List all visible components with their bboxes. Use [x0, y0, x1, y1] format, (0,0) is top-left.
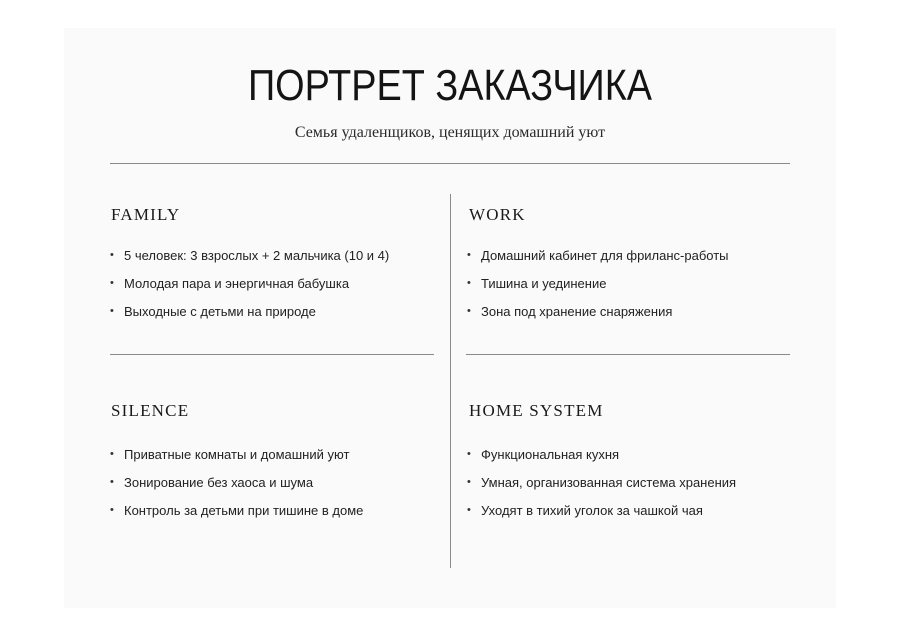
bullet-icon: • — [467, 277, 471, 289]
list-item: • Приватные комнаты и домашний уют — [110, 447, 350, 462]
list-item: • Зонирование без хаоса и шума — [110, 475, 314, 490]
list-item: • Уходят в тихий уголок за чашкой чая — [467, 503, 703, 518]
list-item: • Тишина и уединение — [467, 276, 607, 291]
list-item: • Функциональная кухня — [467, 447, 620, 462]
bullet-icon: • — [110, 476, 114, 488]
bullet-icon: • — [467, 305, 471, 317]
bullet-icon: • — [467, 448, 471, 460]
bullet-icon: • — [110, 504, 114, 516]
list-item: • 5 человек: 3 взрослых + 2 мальчика (10 и 4) — [110, 248, 390, 263]
page-subtitle: Семья удаленщиков, ценящих домашний уют — [294, 124, 606, 141]
right-row-divider — [466, 354, 790, 355]
page-title: ПОРТРЕТ ЗАКАЗЧИКА — [247, 61, 653, 110]
list-item: • Молодая пара и энергичная бабушка — [110, 276, 350, 291]
list-item: • Домашний кабинет для фриланс-работы — [467, 248, 729, 263]
bullet-icon: • — [110, 277, 114, 289]
section-title-family: FAMILY — [111, 205, 181, 224]
list-item: • Умная, организованная система хранения — [467, 475, 737, 490]
section-title-silence: SILENCE — [111, 401, 190, 420]
bullet-icon: • — [467, 476, 471, 488]
bullet-icon: • — [110, 448, 114, 460]
column-divider — [450, 194, 451, 568]
list-item: • Контроль за детьми при тишине в доме — [110, 503, 364, 518]
list-item: • Выходные с детьми на природе — [110, 304, 316, 319]
header-divider — [110, 163, 790, 164]
bullet-icon: • — [467, 504, 471, 516]
section-list-home-system — [467, 446, 736, 530]
list-item: • Зона под хранение снаряжения — [467, 304, 673, 319]
bullet-icon: • — [467, 249, 471, 261]
bullet-icon: • — [110, 249, 114, 261]
bullet-icon: • — [110, 305, 114, 317]
section-list-family — [110, 247, 389, 331]
section-title-work: WORK — [469, 205, 526, 224]
section-list-silence — [110, 446, 363, 530]
section-title-home-system: HOME SYSTEM — [469, 401, 604, 420]
left-row-divider — [110, 354, 434, 355]
section-list-work — [467, 247, 729, 331]
